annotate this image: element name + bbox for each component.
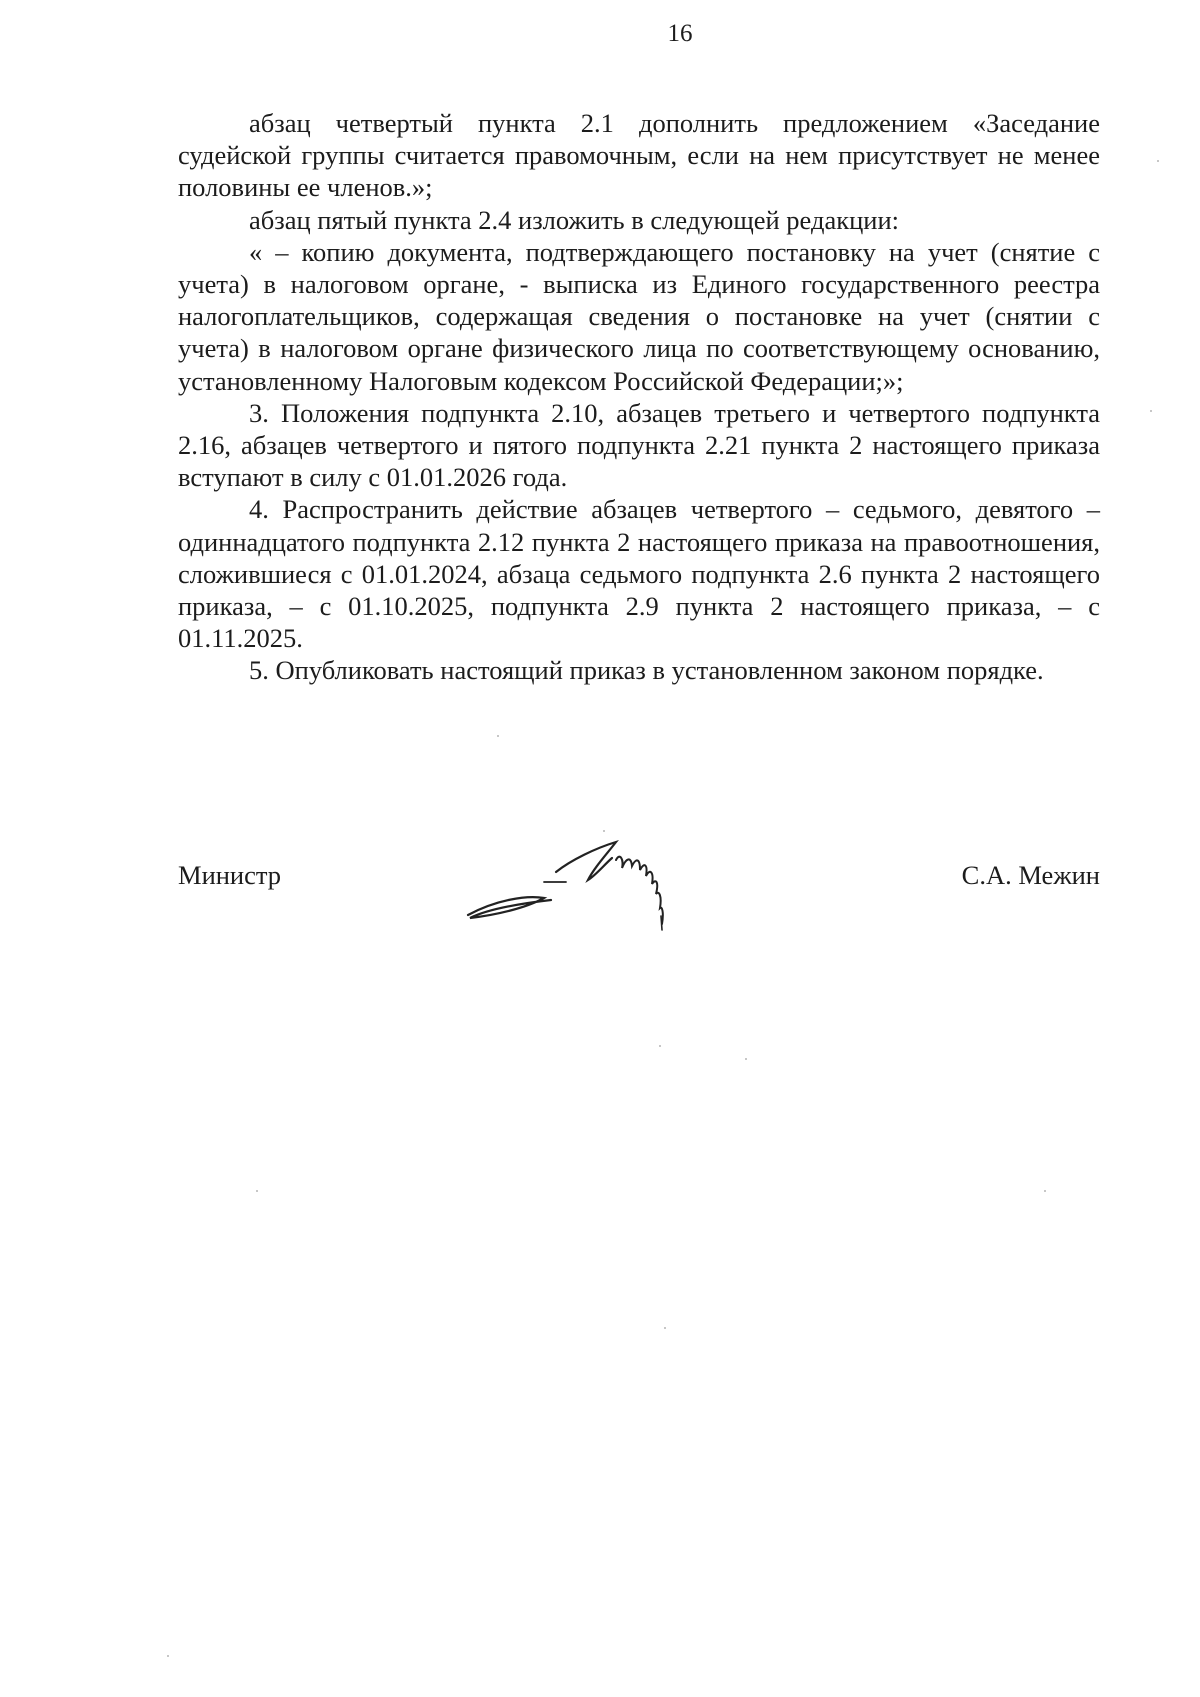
scan-speck xyxy=(745,1058,747,1060)
signatory-position: Министр xyxy=(178,860,282,890)
scan-speck xyxy=(167,1655,169,1657)
scan-speck xyxy=(256,1190,258,1192)
scan-speck xyxy=(664,1327,666,1329)
paragraph-item-4: 4. Распространить действие абзацев четвертого – седьмого, девятого – одиннадцатого подпункта 2.12 пункта 2 настоящего приказа на правоотношения, сложившиеся с 01.01.2024, абзаца седьмого подпункта 2.6 пункта 2 настоящего приказа, – с 01.10.2025, подпункта 2.9 пункта 2 настоящего приказа, – с 01.11.2025. xyxy=(178,494,1100,654)
scan-speck xyxy=(1044,1190,1046,1192)
handwritten-signature xyxy=(456,820,696,940)
scan-speck xyxy=(603,830,605,832)
scan-speck xyxy=(1157,160,1159,162)
scan-speck xyxy=(497,735,499,737)
paragraph-amend-2-4-text: « – копию документа, подтверждающего постановку на учет (снятие с учета) в налоговом органе, - выписка из Единого государственного реестра налогоплательщиков, содержащая сведения о постановке на учет (снятии с учета) в налоговом органе физического лица по соответствующему основанию, установленному Налоговым кодексом Российской Федерации;»; xyxy=(178,236,1100,396)
signature-block xyxy=(178,840,1100,960)
signatory-name: С.А. Межин xyxy=(961,860,1100,890)
scan-speck xyxy=(659,1045,661,1047)
scan-speck xyxy=(1150,410,1152,412)
paragraph-amend-2-4-intro: абзац пятый пункта 2.4 изложить в следующей редакции: xyxy=(249,204,900,235)
document-body xyxy=(178,107,1100,687)
paragraph-amend-2-1: абзац четвертый пункта 2.1 дополнить предложением «Заседание судейской группы считается правомочным, если на нем присутствует не менее половины ее членов.»; xyxy=(178,108,1100,203)
paragraph-item-3: 3. Положения подпункта 2.10, абзацев третьего и четвертого подпункта 2.16, абзацев четвертого и пятого подпункта 2.21 пункта 2 настоящего приказа вступают в силу с 01.01.2026 года. xyxy=(178,397,1100,493)
paragraph-item-5: 5. Опубликовать настоящий приказ в установленном законом порядке. xyxy=(249,655,1044,686)
page-number: 16 xyxy=(667,20,693,47)
